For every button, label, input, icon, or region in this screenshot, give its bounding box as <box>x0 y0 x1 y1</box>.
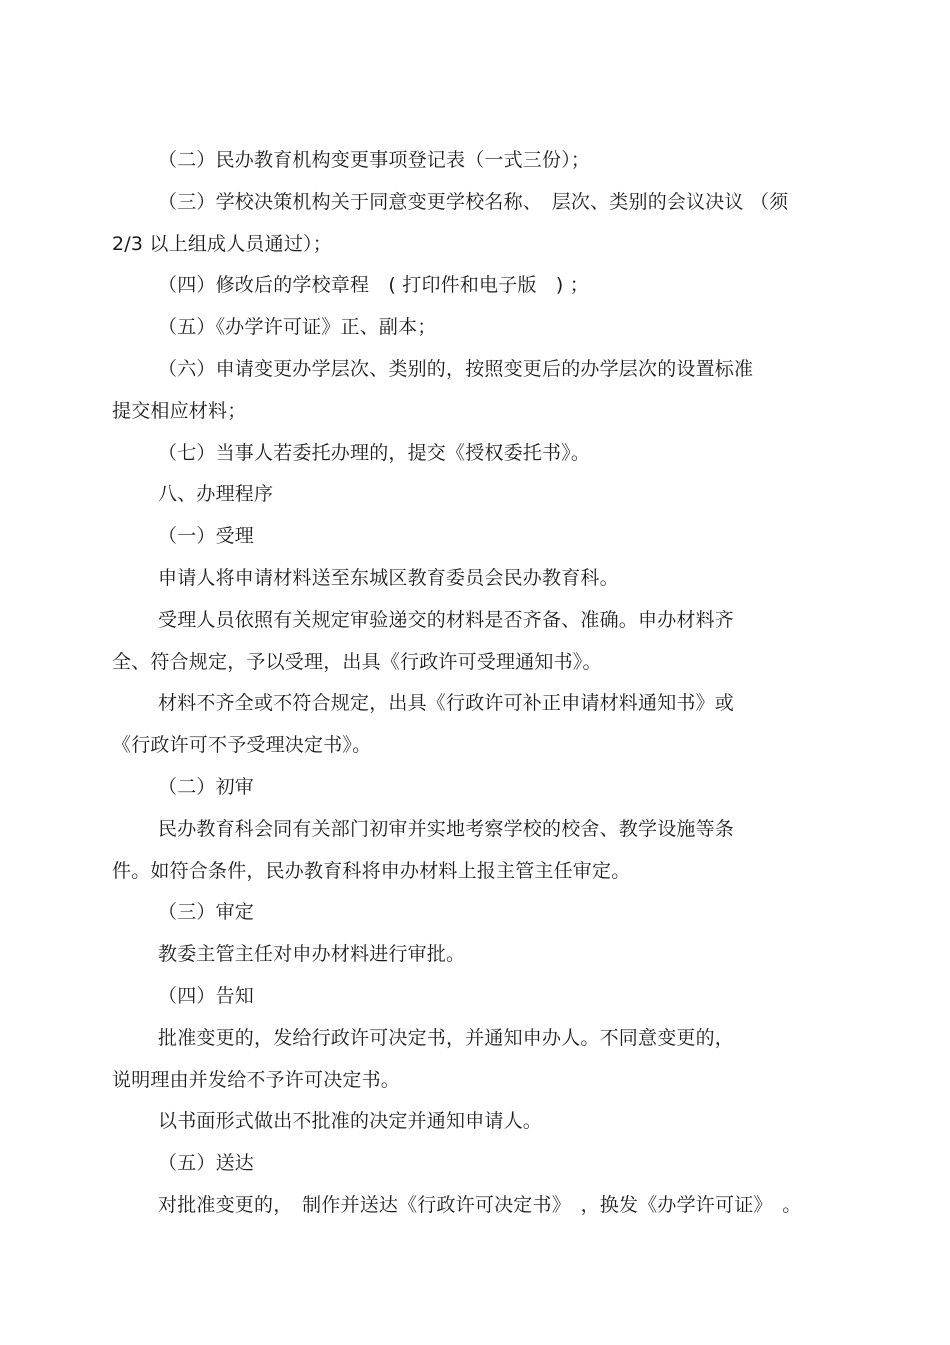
paragraph-line: 提交相应材料； <box>112 399 247 422</box>
paragraph-line: （二）民办教育机构变更事项登记表（一式三份）； <box>158 149 591 171</box>
paragraph-line: 说明理由并发给不予许可决定书。 <box>112 1068 401 1091</box>
paragraph-line: 教委主管主任对申办材料进行审批。 <box>158 943 466 966</box>
paragraph-line: 件。如符合条件，民办教育科将申办材料上报主管主任审定。 <box>112 859 631 882</box>
paragraph-line: （二）初审 <box>158 775 255 798</box>
paragraph-line: （三）学校决策机构关于同意变更学校名称、 层次、类别的会议决议 （须 <box>158 190 789 213</box>
paragraph-line: （三）审定 <box>158 901 255 924</box>
paragraph-line: 对批准变更的， 制作并送达《行政许可决定书》 ，换发《办学许可证》 。 <box>158 1193 802 1216</box>
paragraph-line: （六）申请变更办学层次、类别的，按照变更后的办学层次的设置标准 <box>158 357 754 380</box>
paragraph-line: （五）送达 <box>158 1152 255 1175</box>
paragraph-line: （五）《办学许可证》正、副本； <box>158 316 437 339</box>
paragraph-line: 受理人员依照有关规定审验递交的材料是否齐备、准确。申办材料齐 <box>158 608 735 631</box>
paragraph-line: （四）修改后的学校章程 ( 打印件和电子版 ) ； <box>158 274 589 297</box>
paragraph-line: 材料不齐全或不符合规定，出具《行政许可补正申请材料通知书》或 <box>158 692 735 715</box>
paragraph-line: （一）受理 <box>158 525 255 548</box>
paragraph-line: 八、办理程序 <box>158 483 274 506</box>
paragraph-line: 《行政许可不予受理决定书》。 <box>112 734 372 757</box>
paragraph-line: （七）当事人若委托办理的，提交《授权委托书》。 <box>158 441 591 464</box>
paragraph-line: 全、符合规定，予以受理，出具《行政许可受理通知书》。 <box>112 650 602 673</box>
document-body <box>112 140 847 1227</box>
paragraph-line: 以书面形式做出不批准的决定并通知申请人。 <box>158 1110 543 1133</box>
paragraph-line: 批准变更的，发给行政许可决定书，并通知申办人。不同意变更的， <box>158 1026 735 1049</box>
paragraph-line: 2/3 以上组成人员通过）； <box>112 232 332 255</box>
paragraph-line: （四）告知 <box>158 984 255 1007</box>
paragraph-line: 民办教育科会同有关部门初审并实地考察学校的校舍、教学设施等条 <box>158 817 735 840</box>
paragraph-line: 申请人将申请材料送至东城区教育委员会民办教育科。 <box>158 566 619 589</box>
